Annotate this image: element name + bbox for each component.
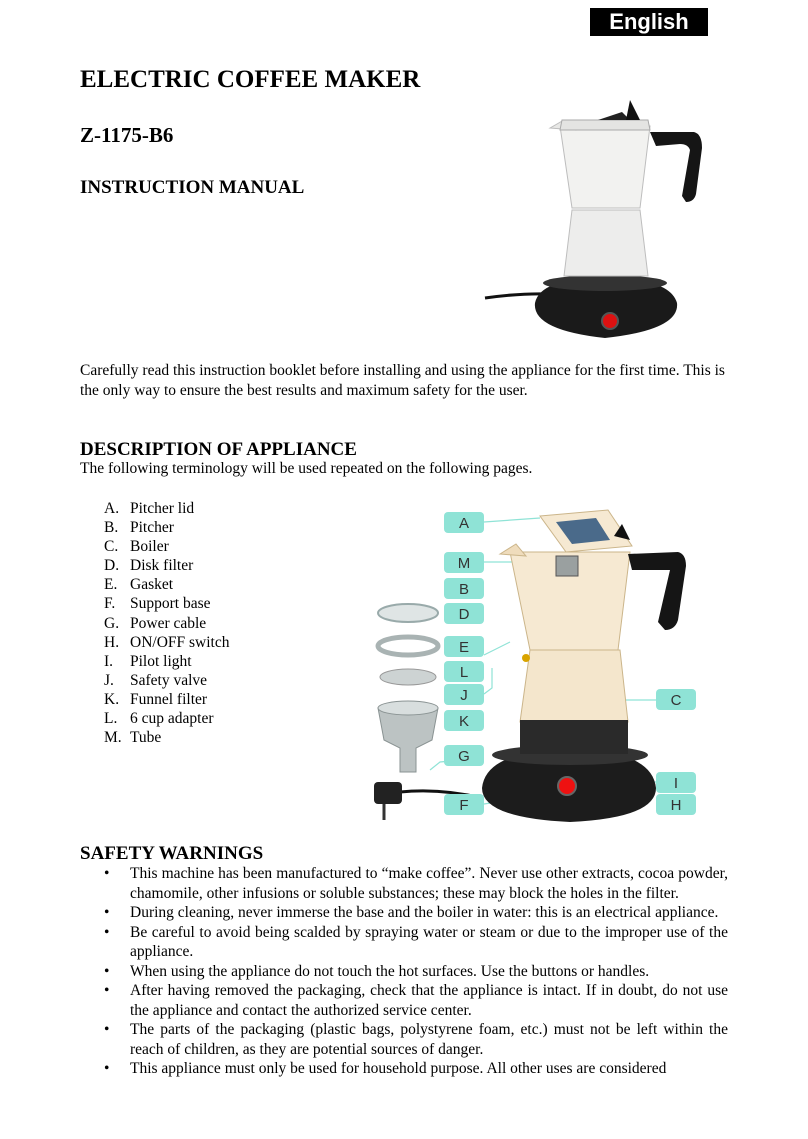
- list-item: [104, 575, 229, 594]
- bullet-icon: •: [104, 1021, 110, 1038]
- part-letter: J.: [104, 671, 114, 689]
- product-photo: [480, 98, 710, 356]
- list-item: [104, 652, 229, 671]
- parts-list: [104, 499, 229, 747]
- part-name: Safety valve: [130, 671, 208, 689]
- list-item: [104, 981, 728, 1020]
- callout-label: G: [458, 748, 470, 765]
- bullet-icon: •: [104, 1060, 110, 1077]
- part-name: Funnel filter: [130, 690, 208, 708]
- part-name: Pitcher lid: [130, 500, 195, 517]
- list-item: [104, 923, 728, 962]
- callout-label: A: [458, 515, 470, 532]
- warning-text: Be careful to avoid being scalded by spraying water or steam or due to the improper use of the appliance.: [130, 923, 728, 960]
- part-name: 6 cup adapter: [130, 710, 214, 728]
- part-letter: B.: [104, 519, 119, 537]
- callout-label: J: [460, 687, 468, 704]
- list-item: [104, 728, 229, 747]
- bullet-icon: •: [104, 923, 110, 941]
- part-name: ON/OFF switch: [130, 633, 230, 651]
- part-name: Pitcher: [130, 519, 174, 537]
- warning-text: When using the appliance do not touch the hot surfaces. Use the buttons or handles.: [130, 962, 650, 980]
- callout-label: C: [670, 692, 682, 709]
- part-letter: E.: [104, 576, 118, 594]
- list-item: [104, 709, 229, 728]
- bullet-icon: •: [104, 962, 110, 980]
- part-name: Support base: [130, 595, 211, 613]
- safety-warnings-list: [104, 864, 728, 1079]
- list-item: [104, 537, 229, 556]
- list-item: [104, 633, 229, 652]
- list-item: [104, 1059, 728, 1079]
- warning-text: The parts of the packaging (plastic bags, polystyrene foam, etc.) must not be left within the reach of children, as they are potential sources of danger.: [130, 1021, 728, 1058]
- warning-text: This appliance must only be used for household purpose. All other uses are considered: [130, 1060, 667, 1077]
- list-item: [104, 614, 229, 633]
- appliance-diagram: [360, 500, 710, 830]
- part-letter: F.: [104, 595, 116, 613]
- callout-label: M: [457, 555, 471, 572]
- list-item: [104, 903, 728, 923]
- part-letter: I.: [104, 652, 114, 670]
- callout-label: L: [459, 664, 469, 681]
- part-letter: L.: [104, 710, 118, 728]
- part-name: Pilot light: [130, 652, 192, 670]
- callout-label: B: [458, 581, 470, 598]
- list-item: [104, 594, 229, 613]
- part-letter: D.: [104, 557, 120, 575]
- part-name: Gasket: [130, 576, 174, 594]
- part-letter: C.: [104, 538, 119, 556]
- bullet-icon: •: [104, 865, 110, 882]
- warning-text: This machine has been manufactured to “make coffee”. Never use other extracts, cocoa powder, chamomile, other infusions or soluble substances; these may block the holes in the filter.: [130, 865, 728, 902]
- part-letter: H.: [104, 633, 120, 651]
- list-item: [104, 1020, 728, 1059]
- bullet-icon: •: [104, 982, 110, 999]
- list-item: [104, 962, 728, 982]
- description-subtitle: The following terminology will be used repeated on the following pages.: [80, 460, 533, 477]
- list-item: [104, 518, 229, 537]
- part-name: Tube: [130, 729, 162, 747]
- intro-paragraph: Carefully read this instruction booklet before installing and using the appliance for the first time. This is the only way to ensure the best results and maximum safety for the user.: [80, 362, 725, 399]
- list-item: [104, 864, 728, 903]
- part-letter: A.: [104, 500, 120, 517]
- callout-label: E: [458, 639, 470, 656]
- callout-label: D: [458, 606, 470, 623]
- document-title: ELECTRIC COFFEE MAKER: [80, 66, 421, 93]
- warning-text: During cleaning, never immerse the base and the boiler in water: this is an electrical appliance.: [130, 904, 719, 921]
- callout-label: F: [459, 797, 469, 814]
- callout-label: K: [458, 713, 470, 730]
- callout-label: H: [670, 797, 682, 814]
- list-item: [104, 690, 229, 709]
- description-heading: DESCRIPTION OF APPLIANCE: [80, 439, 357, 460]
- part-letter: K.: [104, 690, 120, 708]
- list-item: [104, 671, 229, 690]
- list-item: [104, 556, 229, 575]
- safety-heading: SAFETY WARNINGS: [80, 843, 264, 864]
- part-letter: G.: [104, 614, 120, 632]
- part-name: Boiler: [130, 538, 169, 556]
- warning-text: After having removed the packaging, check that the appliance is intact. If in doubt, do not use the appliance and contact the authorized service center.: [130, 982, 728, 1019]
- language-badge: English: [590, 8, 708, 36]
- list-item: [104, 499, 229, 518]
- manual-title: INSTRUCTION MANUAL: [80, 177, 305, 198]
- model-number: Z-1175-B6: [80, 123, 174, 147]
- part-name: Power cable: [130, 614, 207, 632]
- part-name: Disk filter: [130, 557, 194, 575]
- bullet-icon: •: [104, 904, 110, 921]
- callout-label: I: [673, 775, 679, 792]
- part-letter: M.: [104, 729, 122, 747]
